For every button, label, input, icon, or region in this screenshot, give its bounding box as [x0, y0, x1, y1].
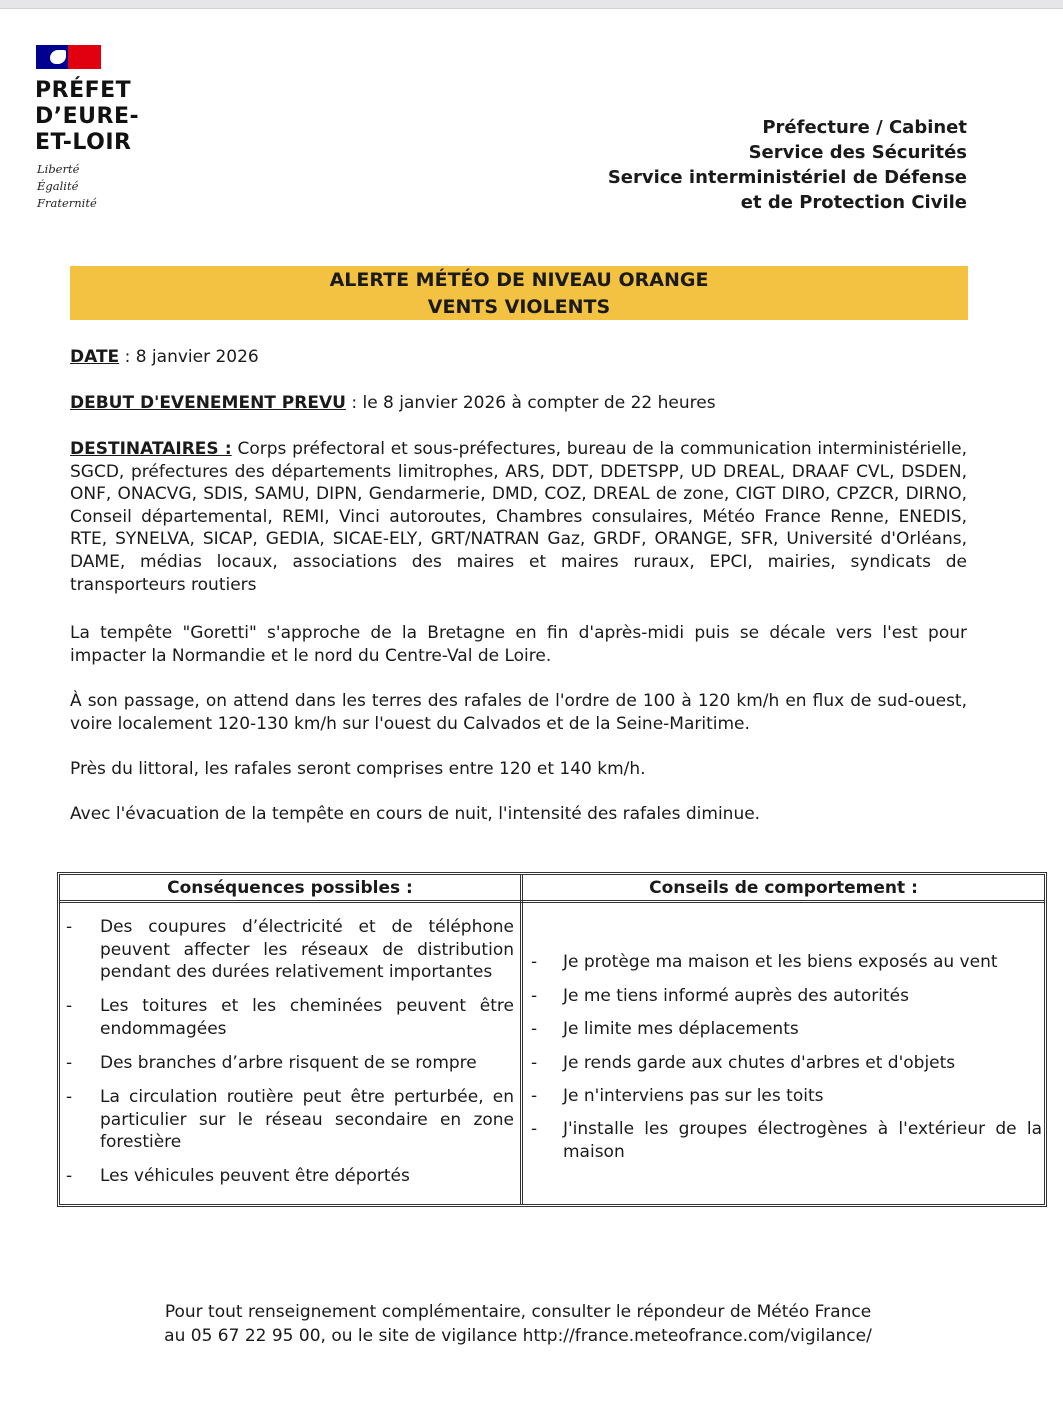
prefet-line-2: D’EURE-: [35, 104, 140, 129]
service-line-2: Service des Sécurités: [748, 142, 967, 163]
bullet-dash: -: [531, 1119, 538, 1139]
footer-line-1: Pour tout renseignement complémentaire, consulter le répondeur de Météo France: [164, 1302, 872, 1322]
bullet-dash: -: [531, 986, 538, 1006]
devise-fraternite: Fraternité: [37, 196, 97, 210]
consequence-text: Les véhicules peuvent être déportés: [100, 1166, 410, 1186]
conseil-item: [526, 1118, 1042, 1163]
marianne-flag-logo: [36, 45, 101, 69]
destinataires-paragraph: [70, 438, 967, 596]
debut-line: [70, 392, 716, 415]
conseils-header: Conseils de comportement :: [649, 878, 918, 898]
consequence-item: [60, 995, 516, 1040]
footer: [0, 1300, 1036, 1348]
service-line-3: Service interministériel de Défense: [607, 167, 967, 188]
destinataires-label: DESTINATAIRES :: [70, 439, 232, 459]
consequence-text: Les toitures et les cheminées peuvent être endommagées: [100, 996, 514, 1039]
bullet-dash: -: [66, 917, 73, 937]
consequence-text: La circulation routière peut être perturbée, en particulier sur le réseau secondaire en zone forestière: [100, 1087, 514, 1152]
debut-value: : le 8 janvier 2026 à compter de 22 heures: [345, 393, 716, 413]
bullet-dash: -: [531, 1053, 538, 1073]
alert-title: ALERTE MÉTÉO DE NIVEAU ORANGE: [329, 269, 709, 291]
bullet-dash: -: [66, 1087, 73, 1107]
date-label: DATE: [70, 347, 120, 367]
consequence-item: [60, 1165, 516, 1188]
date-line: [70, 346, 259, 369]
bullet-dash: -: [531, 1019, 538, 1039]
conseil-item: [526, 1085, 1042, 1108]
devise-liberte: Liberté: [37, 162, 80, 176]
footer-line-2: au 05 67 22 95 00, ou le site de vigilance http://france.meteofrance.com/vigilance/: [164, 1326, 872, 1346]
bullet-dash: -: [66, 1166, 73, 1186]
alert-banner: [70, 266, 968, 320]
service-line-1: Préfecture / Cabinet: [762, 117, 967, 138]
service-line-4: et de Protection Civile: [740, 192, 967, 213]
prefet-name: [35, 78, 175, 156]
consequence-text: Des coupures d’électricité et de téléphone peuvent affecter les réseaux de distribution pendant des durées relativement importantes: [100, 917, 514, 982]
body-paragraph-3: Près du littoral, les rafales seront comprises entre 120 et 140 km/h.: [70, 759, 646, 779]
consequence-item: [60, 1052, 516, 1075]
flag-red: [68, 45, 101, 69]
bullet-dash: -: [66, 996, 73, 1016]
service-block: [608, 115, 967, 215]
bullet-dash: -: [66, 1053, 73, 1073]
body-paragraph-2: À son passage, on attend dans les terres des rafales de l'ordre de 100 à 120 km/h en flux de sud-ouest, voire localement 120-130 km/h sur l'ouest du Calvados et de la Seine-Maritime.: [70, 691, 967, 734]
top-bar: [0, 0, 1063, 9]
conseil-text: J'installe les groupes électrogènes à l'extérieur de la maison: [563, 1119, 1042, 1162]
date-value: : 8 janvier 2026: [119, 347, 259, 367]
conseil-text: Je me tiens informé auprès des autorités: [563, 986, 909, 1006]
column-divider: [520, 875, 523, 1204]
conseil-text: Je protège ma maison et les biens exposés au vent: [563, 952, 998, 972]
consequences-header: Conséquences possibles :: [167, 878, 413, 898]
conseil-text: Je n'interviens pas sur les toits: [563, 1086, 824, 1106]
prefet-line-3: ET-LOIR: [35, 130, 132, 155]
marianne-profile-icon: [50, 50, 66, 64]
consequence-item: [60, 1086, 516, 1154]
destinataires-value: Corps préfectoral et sous-préfectures, bureau de la communication interministérielle, SGCD, préfectures des départements limitrophes, ARS, DDT, DDETSPP, UD DREAL, DRAAF CVL, DSDEN, ONF, ONACVG, SDIS, SAMU, DIPN, Gendarmerie, DMD, COZ, DREAL de zone, CIGT DIRO, CPZCR, DIRNO, Conseil départemental, REMI, Vinci autoroutes, Chambres consulaires, Météo France Renne, ENEDIS, RTE, SYNELVA, SICAP, GEDIA, SICAE-ELY, GRT/NATRAN Gaz, GRDF, ORANGE, SFR, Université d'Orléans, DAME, médias locaux, associations des maires et maires ruraux, EPCI, mairies, syndicats de transporteurs routiers: [70, 439, 967, 595]
header-divider: [60, 900, 1044, 903]
bullet-dash: -: [531, 1086, 538, 1106]
conseil-text: Je rends garde aux chutes d'arbres et d'objets: [563, 1053, 956, 1073]
bullet-dash: -: [531, 952, 538, 972]
devise-egalite: Égalité: [37, 179, 79, 193]
conseil-item: [526, 1052, 1042, 1075]
alert-subtitle: VENTS VIOLENTS: [427, 296, 611, 318]
conseil-item: [526, 951, 1042, 974]
body-paragraph-1: La tempête "Goretti" s'approche de la Bretagne en fin d'après-midi puis se décale vers l'est pour impacter la Normandie et le nord du Centre-Val de Loire.: [70, 623, 967, 666]
conseil-text: Je limite mes déplacements: [563, 1019, 799, 1039]
prefet-line-1: PRÉFET: [35, 78, 132, 103]
conseil-item: [526, 1018, 1042, 1041]
conseil-item: [526, 985, 1042, 1008]
consequence-text: Des branches d’arbre risquent de se rompre: [100, 1053, 477, 1073]
debut-label: DEBUT D'EVENEMENT PREVU: [70, 393, 346, 413]
consequences-conseils-table: [57, 872, 1047, 1207]
flag-blue: [36, 45, 68, 69]
consequence-item: [60, 916, 516, 984]
devise: [37, 161, 97, 212]
body-paragraph-4: Avec l'évacuation de la tempête en cours de nuit, l'intensité des rafales diminue.: [70, 804, 761, 824]
